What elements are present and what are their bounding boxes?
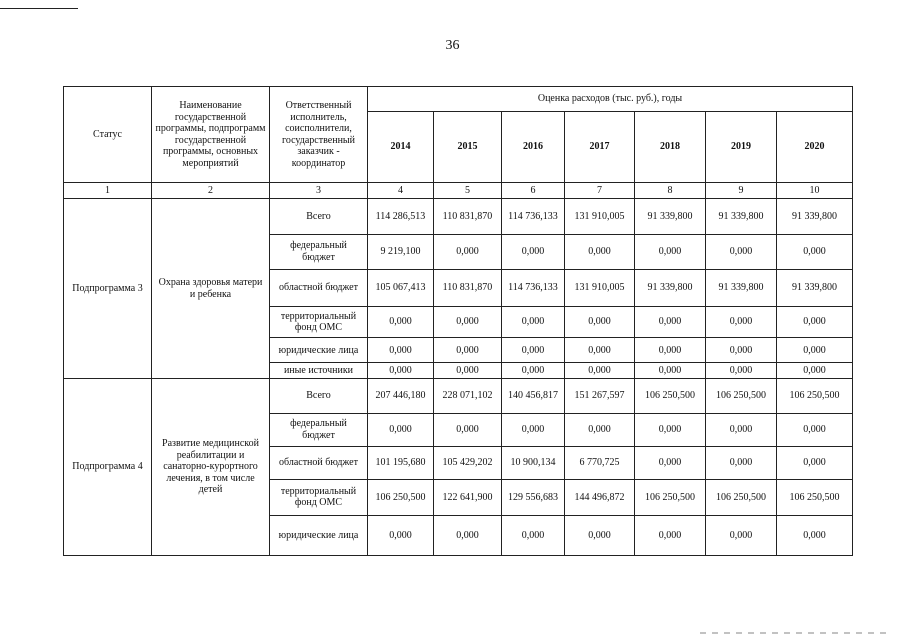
value-cell: 0,000 [777,306,853,337]
value-cell: 0,000 [706,306,777,337]
value-cell: 110 831,870 [434,270,502,307]
value-cell: 0,000 [706,447,777,479]
value-cell: 106 250,500 [635,479,706,516]
value-cell: 0,000 [777,516,853,556]
value-cell: 0,000 [635,363,706,379]
header-responsible: Ответственный исполнитель, соисполнители, государственный заказчик - координатор [270,87,368,183]
value-cell: 91 339,800 [706,270,777,307]
table-row [64,379,853,414]
value-cell: 0,000 [565,338,635,363]
value-cell: 0,000 [777,447,853,479]
value-cell: 0,000 [434,516,502,556]
value-cell: 91 339,800 [777,199,853,235]
funding-source: областной бюджет [270,447,368,479]
value-cell: 105 429,202 [434,447,502,479]
value-cell: 106 250,500 [368,479,434,516]
column-number: 1 [64,183,152,199]
value-cell: 0,000 [777,234,853,270]
value-cell: 106 250,500 [706,379,777,414]
header-year: 2016 [502,112,565,183]
value-cell: 151 267,597 [565,379,635,414]
column-number: 4 [368,183,434,199]
value-cell: 110 831,870 [434,199,502,235]
value-cell: 144 496,872 [565,479,635,516]
funding-source: иные источники [270,363,368,379]
subprogram-name: Развитие медицинской реабилитации и санаторно-курортного лечения, в том числе детей [152,379,270,556]
column-number: 9 [706,183,777,199]
top-rule [0,8,78,9]
value-cell: 0,000 [706,516,777,556]
value-cell: 0,000 [502,234,565,270]
value-cell: 91 339,800 [635,270,706,307]
value-cell: 0,000 [565,234,635,270]
value-cell: 0,000 [434,363,502,379]
value-cell: 114 736,133 [502,270,565,307]
value-cell: 129 556,683 [502,479,565,516]
value-cell: 0,000 [565,363,635,379]
value-cell: 228 071,102 [434,379,502,414]
funding-source: федеральный бюджет [270,234,368,270]
value-cell: 131 910,005 [565,270,635,307]
value-cell: 0,000 [502,306,565,337]
value-cell: 0,000 [635,447,706,479]
value-cell: 0,000 [565,516,635,556]
scan-marks [700,632,890,634]
value-cell: 0,000 [777,413,853,447]
column-number: 10 [777,183,853,199]
value-cell: 0,000 [565,413,635,447]
funding-source: юридические лица [270,338,368,363]
value-cell: 0,000 [368,306,434,337]
budget-table [63,86,853,556]
value-cell: 114 736,133 [502,199,565,235]
header-year: 2020 [777,112,853,183]
header-status: Статус [64,87,152,183]
value-cell: 0,000 [368,338,434,363]
funding-source: территориальный фонд ОМС [270,306,368,337]
value-cell: 9 219,100 [368,234,434,270]
value-cell: 0,000 [635,234,706,270]
value-cell: 91 339,800 [706,199,777,235]
value-cell: 0,000 [635,306,706,337]
column-number: 5 [434,183,502,199]
value-cell: 0,000 [368,516,434,556]
value-cell: 131 910,005 [565,199,635,235]
value-cell: 6 770,725 [565,447,635,479]
header-program-name: Наименование государственной программы, подпрограмм государственной программы, основных мероприятий [152,87,270,183]
value-cell: 0,000 [635,338,706,363]
value-cell: 0,000 [434,234,502,270]
value-cell: 0,000 [635,516,706,556]
value-cell: 0,000 [502,413,565,447]
value-cell: 106 250,500 [706,479,777,516]
value-cell: 207 446,180 [368,379,434,414]
value-cell: 0,000 [434,338,502,363]
column-number: 8 [635,183,706,199]
value-cell: 0,000 [434,413,502,447]
value-cell: 0,000 [502,516,565,556]
column-number: 7 [565,183,635,199]
value-cell: 105 067,413 [368,270,434,307]
header-year: 2017 [565,112,635,183]
header-year: 2018 [635,112,706,183]
value-cell: 101 195,680 [368,447,434,479]
funding-source: территориальный фонд ОМС [270,479,368,516]
value-cell: 106 250,500 [635,379,706,414]
value-cell: 106 250,500 [777,479,853,516]
value-cell: 106 250,500 [777,379,853,414]
header-estimate: Оценка расходов (тыс. руб.), годы [368,87,853,112]
value-cell: 0,000 [777,363,853,379]
header-year: 2014 [368,112,434,183]
value-cell: 0,000 [706,234,777,270]
funding-source: областной бюджет [270,270,368,307]
column-number: 6 [502,183,565,199]
value-cell: 10 900,134 [502,447,565,479]
value-cell: 91 339,800 [777,270,853,307]
column-number: 2 [152,183,270,199]
value-cell: 0,000 [502,363,565,379]
value-cell: 0,000 [565,306,635,337]
funding-source: Всего [270,379,368,414]
subprogram-status: Подпрограмма 4 [64,379,152,556]
column-number: 3 [270,183,368,199]
value-cell: 0,000 [706,338,777,363]
page-number: 36 [445,38,460,53]
subprogram-name: Охрана здоровья матери и ребенка [152,199,270,379]
header-year: 2015 [434,112,502,183]
value-cell: 0,000 [368,413,434,447]
value-cell: 0,000 [706,363,777,379]
value-cell: 0,000 [434,306,502,337]
value-cell: 0,000 [502,338,565,363]
value-cell: 0,000 [368,363,434,379]
value-cell: 0,000 [777,338,853,363]
table-row [64,199,853,235]
funding-source: федеральный бюджет [270,413,368,447]
value-cell: 114 286,513 [368,199,434,235]
value-cell: 140 456,817 [502,379,565,414]
value-cell: 0,000 [706,413,777,447]
funding-source: Всего [270,199,368,235]
value-cell: 91 339,800 [635,199,706,235]
value-cell: 0,000 [635,413,706,447]
funding-source: юридические лица [270,516,368,556]
value-cell: 122 641,900 [434,479,502,516]
header-year: 2019 [706,112,777,183]
subprogram-status: Подпрограмма 3 [64,199,152,379]
